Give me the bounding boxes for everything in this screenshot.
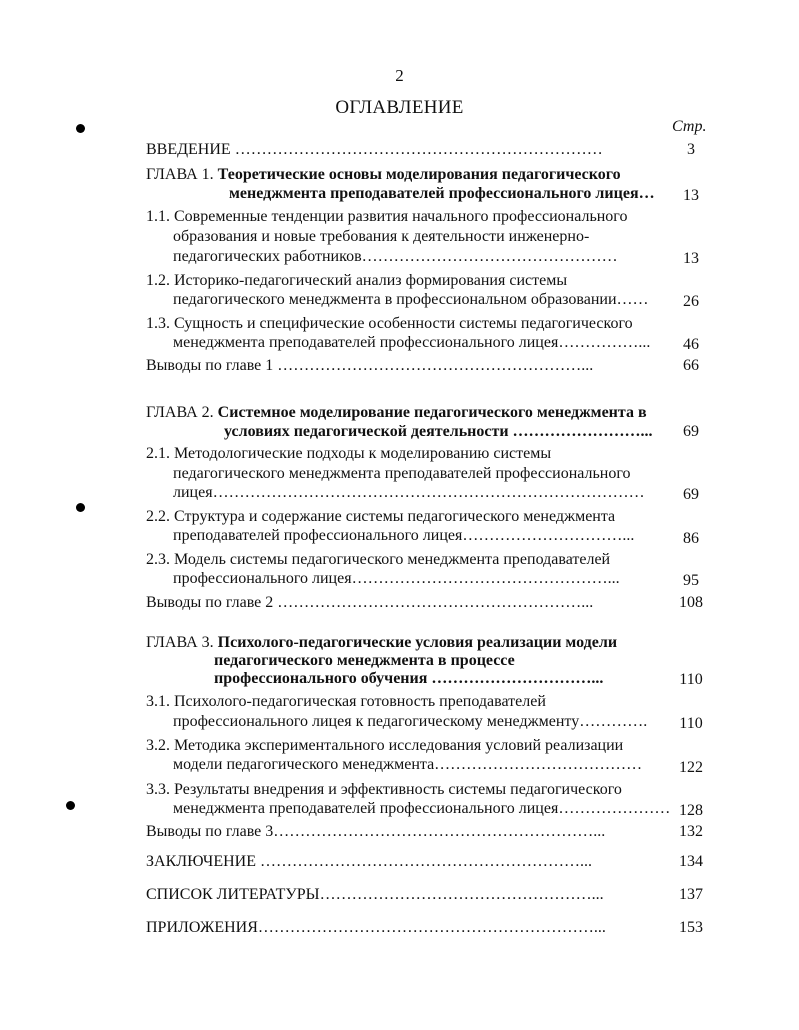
toc-entry-text: ГЛАВА 3. Психолого-педагогические условия реализации модели — [146, 634, 618, 651]
toc-entry-text: лицея……………………………………………………………………… — [173, 484, 645, 501]
punch-hole-dot — [66, 801, 75, 810]
toc-entry-text: 2.3. Модель системы педагогического менеджмента преподавателей — [146, 551, 611, 568]
punch-hole-dot — [76, 503, 85, 512]
toc-entry-text: СПИСОК ЛИТЕРАТУРЫ……………………………………………... — [146, 886, 604, 903]
toc-entry-text: 2.2. Структура и содержание системы педагогического менеджмента — [146, 508, 616, 525]
punch-hole-dot — [76, 124, 85, 133]
toc-entry-text: менеджмента преподавателей профессионального лицея……………... — [173, 334, 651, 351]
toc-page-number: 69 — [683, 486, 699, 503]
toc-page-number: 110 — [679, 715, 703, 732]
toc-entry-text: 2.1. Методологические подходы к моделированию системы — [146, 445, 552, 462]
toc-entry-text: ВВЕДЕНИЕ …………………………………………………………… — [146, 141, 603, 158]
toc-page-number: 134 — [679, 853, 703, 870]
toc-entry-text: профессионального обучения …………………………... — [214, 670, 604, 687]
toc-page-number: 128 — [679, 802, 703, 819]
toc-entry-text: педагогического менеджмента в процессе — [214, 652, 515, 669]
toc-entry-text: ГЛАВА 1. Теоретические основы моделирования педагогического — [146, 166, 621, 183]
toc-entry-text: 1.1. Современные тенденции развития начального профессионального — [146, 208, 628, 225]
toc-entry-text: ПРИЛОЖЕНИЯ………………………………………………………... — [146, 919, 606, 936]
toc-page-number: 26 — [683, 293, 699, 310]
toc-entry-text: преподавателей профессионального лицея…………………………... — [173, 527, 635, 544]
toc-entry-text: ГЛАВА 2. Системное моделирование педагогического менеджмента в — [146, 404, 647, 421]
toc-entry-text: Выводы по главе 3……………………………………………………... — [146, 823, 606, 840]
toc-page-number: 13 — [683, 250, 699, 267]
toc-entry-text: условиях педагогической деятельности ……………………... — [224, 423, 653, 440]
toc-page-number: 108 — [679, 594, 703, 611]
page-title: ОГЛАВЛЕНИЕ — [335, 97, 464, 118]
toc-entry-text: 3.1. Психолого-педагогическая готовность преподавателей — [146, 693, 546, 710]
toc-entry-text: Выводы по главе 2 …………………………………………………... — [146, 594, 594, 611]
toc-page-number: 132 — [679, 823, 703, 840]
toc-entry-text: профессионального лицея…………………………………………... — [173, 570, 620, 587]
page-column-header: Стр. — [672, 118, 707, 135]
toc-page-number: 69 — [683, 423, 699, 440]
toc-entry-text: 3.3. Результаты внедрения и эффективность системы педагогического — [146, 781, 622, 798]
toc-page-number: 13 — [683, 187, 699, 204]
toc-page-number: 122 — [679, 759, 703, 776]
toc-entry-text: педагогического менеджмента в профессиональном образовании…… — [173, 291, 649, 308]
toc-entry-text: 1.2. Историко-педагогический анализ формирования системы — [146, 272, 568, 289]
toc-entry-text: менеджмента преподавателей профессионального лицея… — [229, 185, 655, 202]
toc-entry-text: педагогических работников………………………………………… — [173, 248, 618, 265]
page-number: 2 — [395, 66, 404, 85]
toc-page-number: 95 — [683, 572, 699, 589]
toc-entry-text: менеджмента преподавателей профессионального лицея………………… — [173, 800, 671, 817]
toc-page-number: 137 — [679, 886, 703, 903]
toc-entry-text: профессионального лицея к педагогическому менеджменту…………. — [173, 713, 648, 730]
toc-entry-text: Выводы по главе 1 …………………………………………………... — [146, 357, 594, 374]
toc-page-number: 66 — [683, 357, 699, 374]
toc-entry-text: модели педагогического менеджмента………………………………… — [173, 756, 643, 773]
toc-page-number: 3 — [687, 141, 695, 158]
toc-entry-text: ЗАКЛЮЧЕНИЕ ……………………………………………………... — [146, 853, 592, 870]
toc-entry-text: 3.2. Методика экспериментального исследования условий реализации — [146, 737, 624, 754]
toc-page-number: 110 — [679, 671, 703, 688]
toc-entry-text: педагогического менеджмента преподавателей профессионального — [173, 465, 631, 482]
toc-page-number: 46 — [683, 336, 699, 353]
toc-page-number: 153 — [679, 919, 703, 936]
toc-page-number: 86 — [683, 530, 699, 547]
toc-entry-text: 1.3. Сущность и специфические особенности системы педагогического — [146, 315, 633, 332]
toc-entry-text: образования и новые требования к деятельности инженерно- — [173, 228, 590, 245]
